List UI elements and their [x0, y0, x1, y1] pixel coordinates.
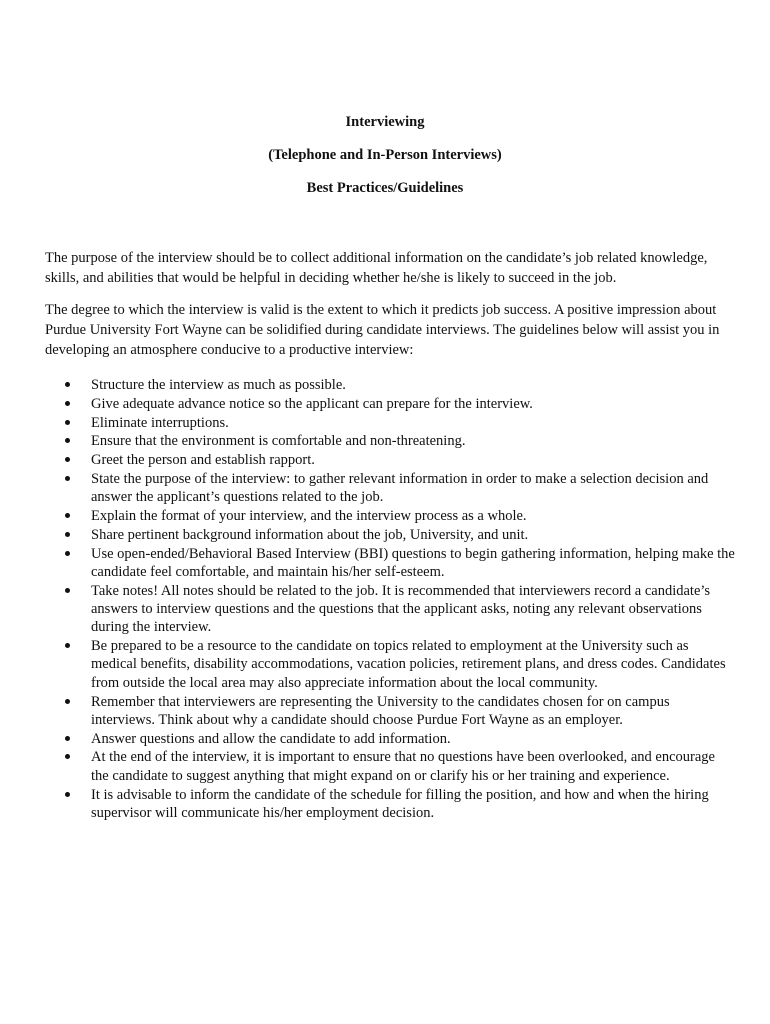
list-item [45, 432, 735, 450]
list-item-text: Share pertinent background information about the job, University, and unit. [91, 526, 529, 543]
list-item [45, 637, 735, 692]
list-item-text: Be prepared to be a resource to the candidate on topics related to employment at the University such as medical benefits, disability accommodations, vacation policies, retirement plans, and dress codes. Candidates from outside the local area may also appreciate information about the local community. [91, 638, 726, 691]
bullet-icon [65, 457, 70, 462]
list-item-text: Eliminate interruptions. [91, 414, 229, 431]
document-heading: Best Practices/Guidelines [306, 180, 464, 196]
intro-section [45, 248, 735, 372]
list-item-text: State the purpose of the interview: to gather relevant information in order to make a selection decision and answer the applicant’s questions related to the job. [91, 470, 709, 506]
list-item [45, 376, 735, 394]
list-item [45, 451, 735, 469]
list-item [45, 545, 735, 582]
list-item-text: Give adequate advance notice so the applicant can prepare for the interview. [91, 395, 533, 412]
list-item [45, 748, 735, 785]
bullet-icon [65, 382, 70, 387]
bullet-icon [65, 532, 70, 537]
list-item [45, 395, 735, 413]
list-item [45, 414, 735, 432]
bullet-icon [65, 438, 70, 443]
list-item-text: Structure the interview as much as possible. [91, 377, 346, 393]
list-item [45, 730, 735, 748]
list-item-text: Ensure that the environment is comfortable and non-threatening. [91, 433, 466, 450]
list-item [45, 786, 735, 823]
list-item [45, 526, 735, 544]
list-item-text: Greet the person and establish rapport. [91, 452, 315, 469]
bullet-icon [65, 513, 70, 518]
title-block [0, 114, 770, 197]
list-item-text: Explain the format of your interview, and the interview process as a whole. [91, 508, 527, 525]
validity-paragraph: The degree to which the interview is valid is the extent to which it predicts job success. A positive impression about Purdue University Fort Wayne can be solidified during candidate interviews. The guidelines below will assist you in developing an atmosphere conducive to a productive interview: [45, 302, 720, 358]
guidelines-list [45, 376, 735, 823]
document-title: Interviewing [345, 114, 425, 130]
bullet-icon [65, 476, 70, 481]
bullet-icon [65, 736, 70, 741]
list-item [45, 693, 735, 730]
list-item-text: Remember that interviewers are representing the University to the candidates chosen for on campus interviews. Think about why a candidate should choose Purdue Fort Wayne as an employer. [91, 693, 670, 728]
list-item-text: Use open-ended/Behavioral Based Interview (BBI) questions to begin gathering information, helping make the candidate feel comfortable, and maintain his/her self-esteem. [91, 545, 735, 580]
intro-paragraph: The purpose of the interview should be to collect additional information on the candidate’s job related knowledge, skills, and abilities that would be helpful in deciding whether he/she is likely to succeed in the job. [45, 250, 708, 286]
list-item [45, 470, 735, 507]
bullet-icon [65, 643, 70, 648]
bullet-icon [65, 588, 70, 593]
bullet-icon [65, 792, 70, 797]
list-item [45, 582, 735, 637]
document-subtitle: (Telephone and In-Person Interviews) [268, 147, 502, 163]
bullet-icon [65, 699, 70, 704]
bullet-icon [65, 401, 70, 406]
list-item-text: Answer questions and allow the candidate to add information. [91, 730, 451, 747]
list-item-text: Take notes! All notes should be related to the job. It is recommended that interviewers record a candidate’s answers to interview questions and the questions that the applicant asks, noting any relevant observations during the interview. [91, 582, 711, 636]
bullet-icon [65, 551, 70, 556]
bullet-icon [65, 420, 70, 425]
list-item-text: It is advisable to inform the candidate of the schedule for filling the position, and how and when the hiring supervisor will communicate his/her employment decision. [91, 786, 709, 821]
list-item [45, 507, 735, 525]
bullet-icon [65, 754, 70, 759]
list-item-text: At the end of the interview, it is important to ensure that no questions have been overlooked, and encourage the candidate to suggest anything that might expand on or clarify his or her training and experience. [91, 749, 715, 784]
